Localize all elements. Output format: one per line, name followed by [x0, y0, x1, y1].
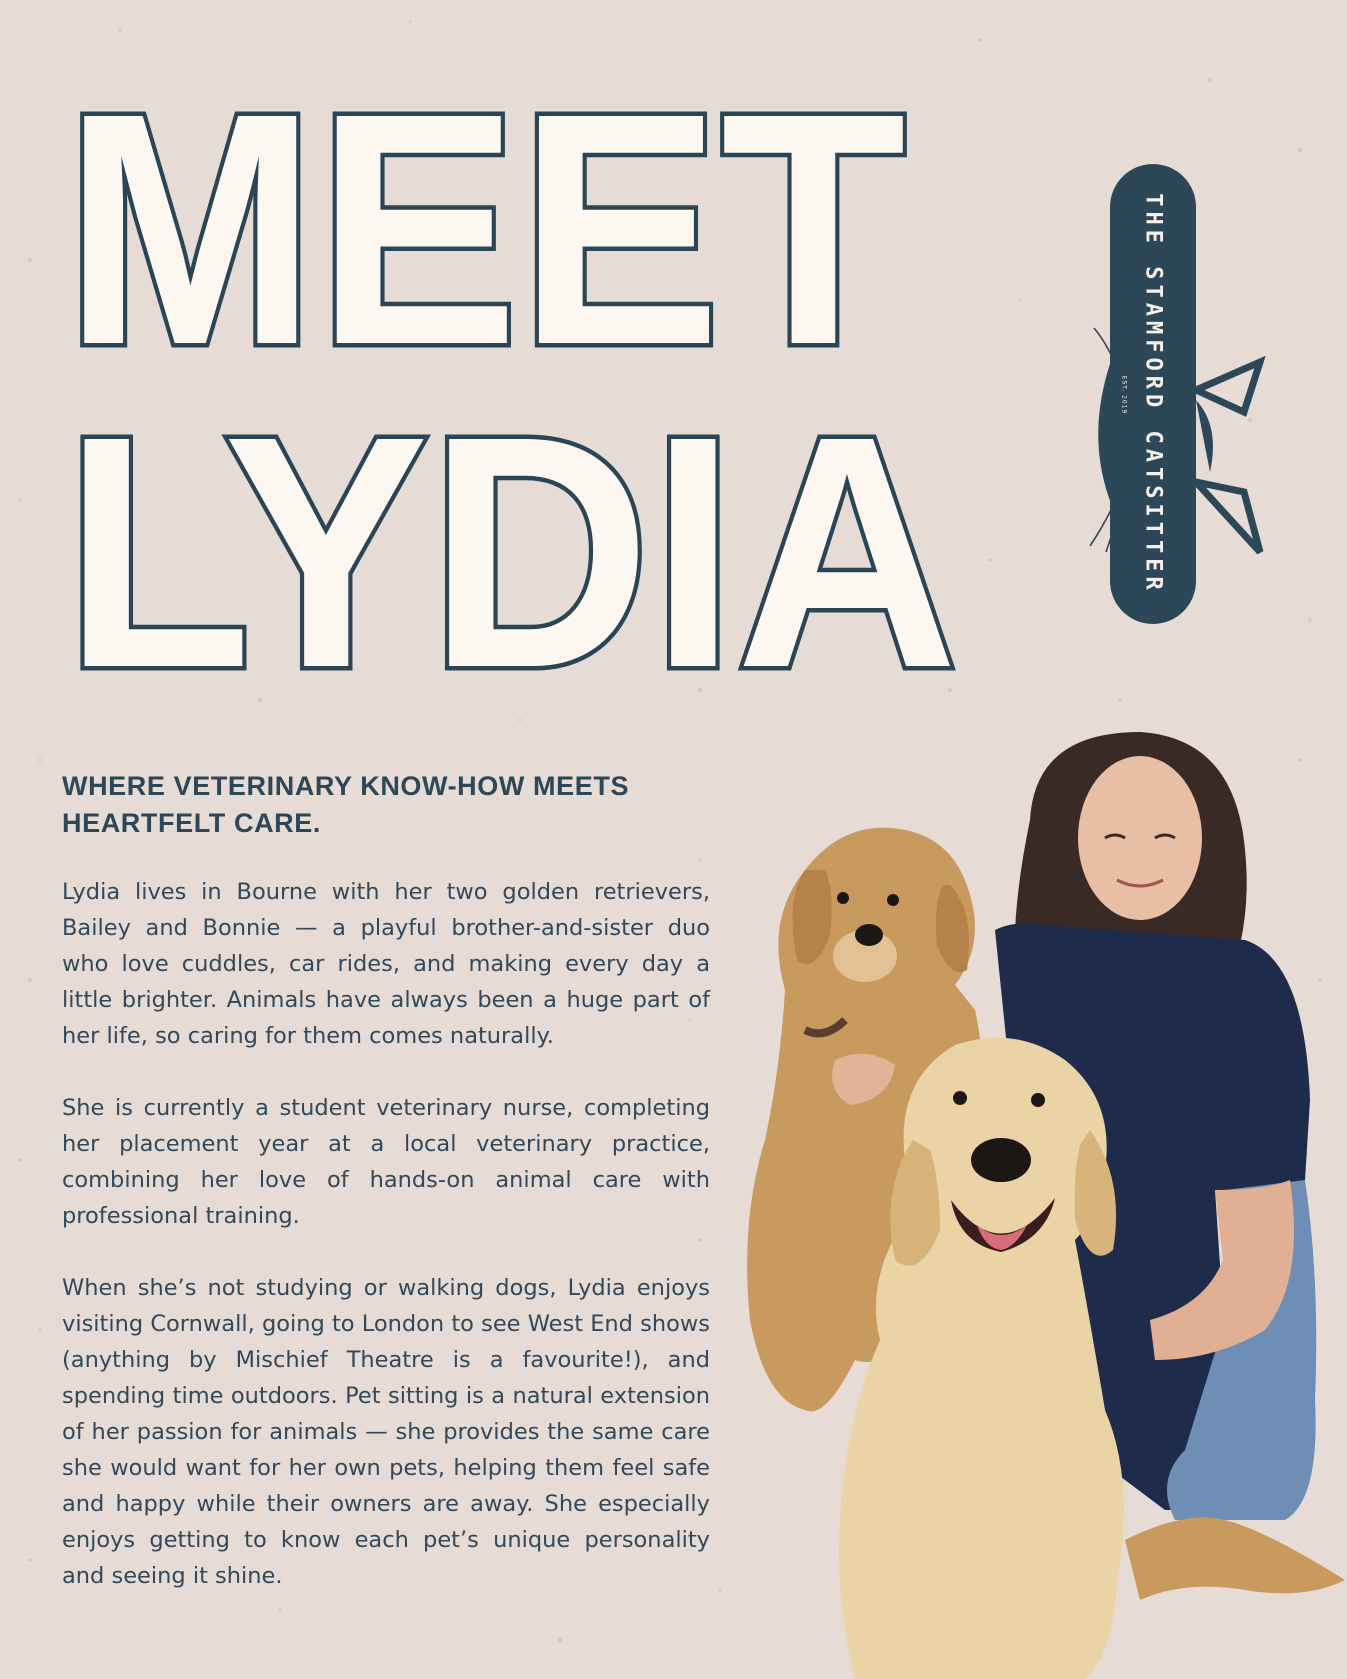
intro-paragraph-3: When she’s not studying or walking dogs, Lydia enjoys visiting Cornwall, going to London to see West End shows (anything by Mischief Theatre is a favourite!), and spending time outdoors. Pet sitting is a natural extension of her passion for animals — she provides the same care she would want for her own pets, helping them feel safe and happy while their owners are away. She especially enjoys getting to know each pet’s unique personality and seeing it shine.: [62, 1275, 710, 1589]
intro-section: [62, 768, 710, 1630]
lydia-with-dogs-photo: [745, 720, 1347, 1679]
logo-established-text: EST. 2019: [1120, 375, 1128, 415]
stamford-catsitter-logo: [1060, 160, 1290, 640]
logo-brand-text: THE STAMFORD CATSITTER: [1140, 193, 1166, 595]
headline-meet: MEET: [64, 44, 906, 413]
headline: [60, 40, 1000, 690]
intro-subheading: WHERE VETERINARY KNOW-HOW MEETS HEARTFELT CARE.: [62, 771, 630, 838]
intro-paragraph-2: She is currently a student veterinary nurse, completing her placement year at a local veterinary practice, combining her love of hands-on animal care with professional training.: [62, 1095, 710, 1229]
intro-paragraph-1: Lydia lives in Bourne with her two golden retrievers, Bailey and Bonnie — a playful brother-and-sister duo who love cuddles, car rides, and making every day a little brighter. Animals have always been a huge part of her life, so caring for them comes naturally.: [62, 879, 710, 1049]
headline-lydia: LYDIA: [64, 367, 958, 690]
cat-silhouette-icon: [1060, 250, 1290, 590]
